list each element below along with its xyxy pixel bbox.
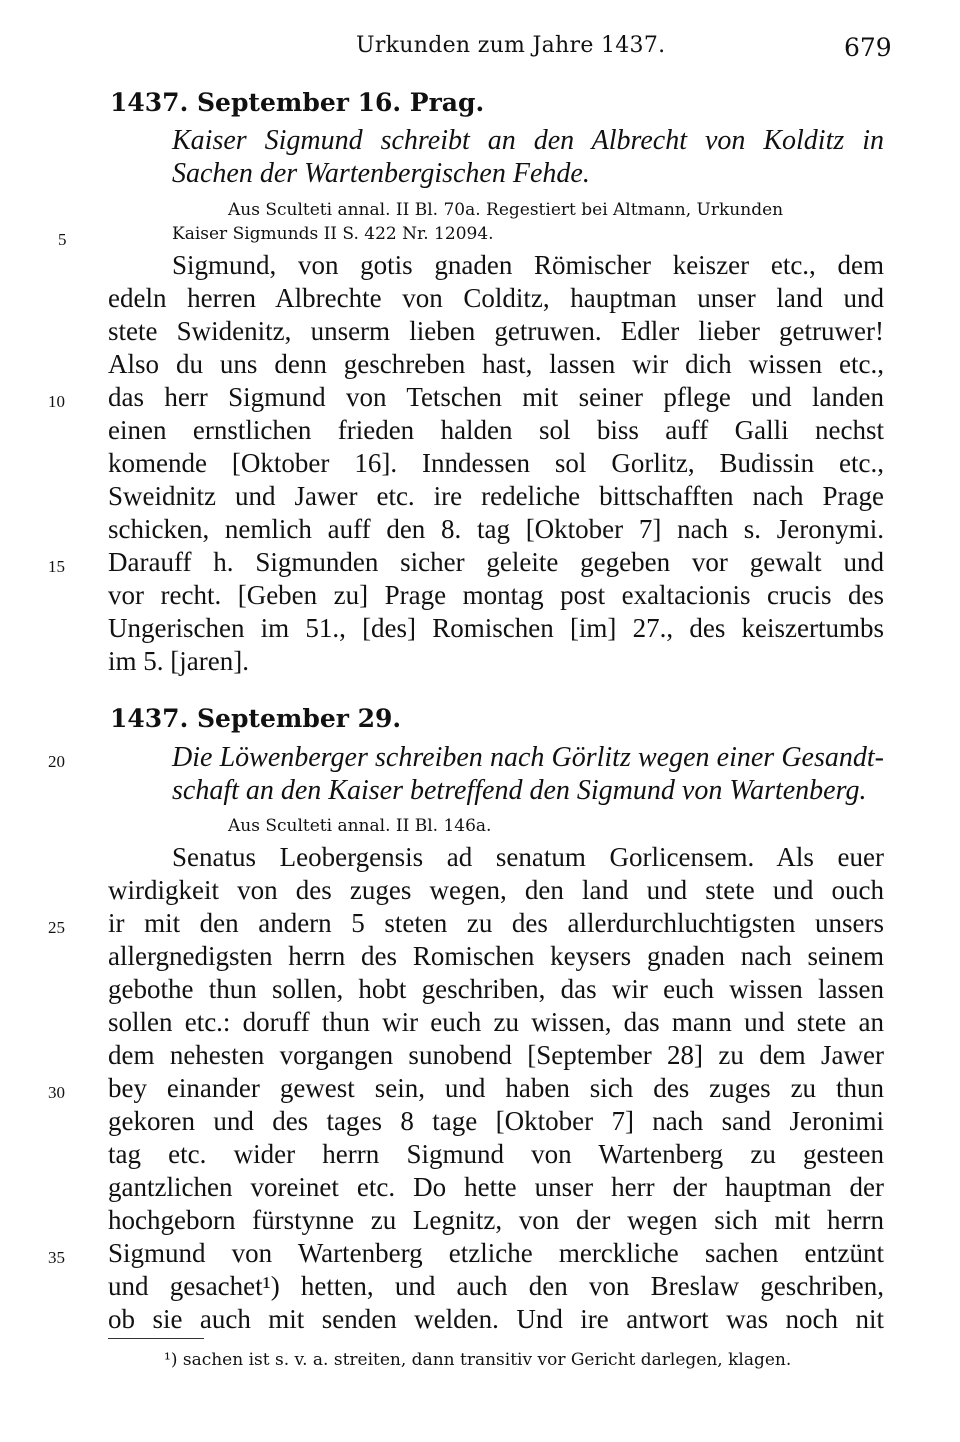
entry2-text-line: dem nehesten vorgangen sunobend [September 28] zu dem Jawer xyxy=(108,1040,884,1070)
line-number: 35 xyxy=(48,1248,65,1267)
entry2-summary-line: schaft an den Kaiser betreffend den Sigmund von Wartenberg. xyxy=(172,775,867,806)
entry2-text-line: gekoren und des tages 8 tage [Oktober 7] nach sand Jeronimi xyxy=(108,1106,884,1136)
line-number: 20 xyxy=(48,752,65,771)
line-number: 10 xyxy=(48,392,65,411)
entry2-text-line: ir mit den andern 5 steten zu des allerdurchluchtigsten unsers xyxy=(108,908,884,938)
entry1-text-line: Sigmund, von gotis gnaden Römischer keiszer etc., dem xyxy=(172,250,884,280)
entry2-text-line: gantzlichen voreinet etc. Do hette unser herr der hauptman der xyxy=(108,1172,884,1202)
entry1-text-line: vor recht. [Geben zu] Prage montag post exaltacionis crucis des xyxy=(108,580,884,610)
entry1-text-line: Darauff h. Sigmunden sicher geleite gegeben vor gewalt und xyxy=(108,547,884,577)
entry1-summary-line: Sachen der Wartenbergischen Fehde. xyxy=(172,158,590,189)
entry2-text-line: tag etc. wider herrn Sigmund von Wartenberg zu gesteen xyxy=(108,1139,884,1169)
entry1-text-line: komende [Oktober 16]. Inndessen sol Gorlitz, Budissin etc., xyxy=(108,448,884,478)
entry2-source-line: Aus Sculteti annal. II Bl. 146a. xyxy=(228,816,492,836)
entry2-text-line: ob sie auch mit senden welden. Und ire antwort was noch nit xyxy=(108,1304,884,1334)
line-number: 5 xyxy=(58,230,67,249)
entry1-text-line: schicken, nemlich auff den 8. tag [Oktober 7] nach s. Jeronymi. xyxy=(108,514,884,544)
entry1-text-line: das herr Sigmund von Tetschen mit seiner pflege und landen xyxy=(108,382,884,412)
entry1-text-line: Also du uns denn geschreben hast, lassen wir dich wissen etc., xyxy=(108,349,884,379)
entry1-summary-line: Kaiser Sigmund schreibt an den Albrecht von Kolditz in xyxy=(172,125,884,156)
line-number: 15 xyxy=(48,557,65,576)
entry1-text-line: edeln herren Albrechte von Colditz, hauptman unser land und xyxy=(108,283,884,313)
entry2-text-line: Senatus Leobergensis ad senatum Gorlicensem. Als euer xyxy=(172,842,884,872)
entry1-text-line: Sweidnitz und Jawer etc. ire redeliche bittschafften nach Prage xyxy=(108,481,884,511)
entry2-text-line: gebothe thun sollen, hobt geschriben, das wir euch wissen lassen xyxy=(108,974,884,1004)
entry2-text-line: hochgeborn fürstynne zu Legnitz, von der wegen sich mit herrn xyxy=(108,1205,884,1235)
entry1-text-line: einen ernstlichen frieden halden sol biss auff Galli nechst xyxy=(108,415,884,445)
footnote: ¹) sachen ist s. v. a. streiten, dann transitiv vor Gericht darlegen, klagen. xyxy=(164,1350,792,1370)
running-header: Urkunden zum Jahre 1437. xyxy=(356,33,666,58)
page-number: 679 xyxy=(844,33,892,62)
footnote-rule xyxy=(108,1338,204,1339)
entry1-text-line: im 5. [jaren]. xyxy=(108,646,249,676)
entry1-text-line: Ungerischen im 51., [des] Romischen [im] 27., des keiszertumbs xyxy=(108,613,884,643)
line-number: 30 xyxy=(48,1083,65,1102)
entry2-text-line: Sigmund von Wartenberg etzliche merckliche sachen entzünt xyxy=(108,1238,884,1268)
entry2-summary-line: Die Löwenberger schreiben nach Görlitz wegen einer Gesandt- xyxy=(172,742,884,773)
entry1-source-line: Aus Sculteti annal. II Bl. 70a. Regestiert bei Altmann, Urkunden xyxy=(228,200,784,220)
entry1-text-line: stete Swidenitz, unserm lieben getruwen. Edler lieber getruwer! xyxy=(108,316,884,346)
line-number: 25 xyxy=(48,918,65,937)
entry2-text-line: wirdigkeit von des zuges wegen, den land und stete und ouch xyxy=(108,875,884,905)
entry1-heading: 1437. September 16. Prag. xyxy=(110,88,485,117)
entry2-text-line: bey einander gewest sein, und haben sich des zuges zu thun xyxy=(108,1073,884,1103)
entry2-heading: 1437. September 29. xyxy=(110,704,402,733)
entry2-text-line: und gesachet¹) hetten, und auch den von Breslaw geschriben, xyxy=(108,1271,884,1301)
entry1-source-line: Kaiser Sigmunds II S. 422 Nr. 12094. xyxy=(172,224,494,244)
entry2-text-line: allergnedigsten herrn des Romischen keysers gnaden nach seinem xyxy=(108,941,884,971)
entry2-text-line: sollen etc.: doruff thun wir euch zu wissen, das mann und stete an xyxy=(108,1007,884,1037)
